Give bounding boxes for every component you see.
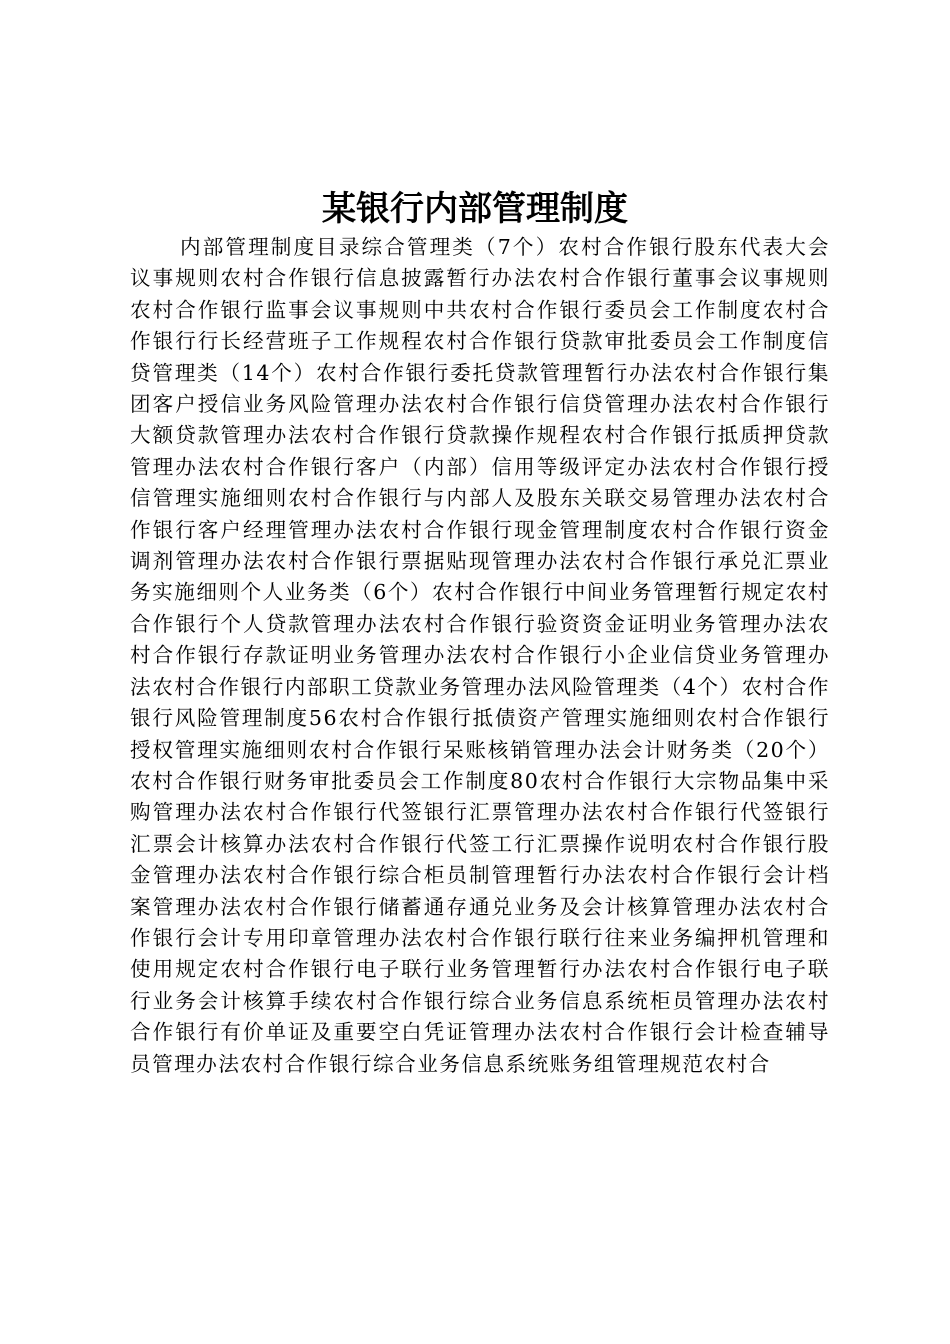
document-title: 某银行内部管理制度: [322, 189, 628, 229]
document-body: 内部管理制度目录综合管理类（7个）农村合作银行股东代表大会议事规则农村合作银行信息披露暂行办法农村合作银行董事会议事规则农村合作银行监事会议事规则中共农村合作银行委员会工作制度农村合作银行行长经营班子工作规程农村合作银行贷款审批委员会工作制度信贷管理类（14个）农村合作银行委托贷款管理暂行办法农村合作银行集团客户授信业务风险管理办法农村合作银行信贷管理办法农村合作银行大额贷款管理办法农村合作银行贷款操作规程农村合作银行抵质押贷款管理办法农村合作银行客户（内部）信用等级评定办法农村合作银行授信管理实施细则农村合作银行与内部人及股东关联交易管理办法农村合作银行客户经理管理办法农村合作银行现金管理制度农村合作银行资金调剂管理办法农村合作银行票据贴现管理办法农村合作银行承兑汇票业务实施细则个人业务类（6个）农村合作银行中间业务管理暂行规定农村合作银行个人贷款管理办法农村合作银行验资资金证明业务管理办法农村合作银行存款证明业务管理办法农村合作银行小企业信贷业务管理办法农村合作银行内部职工贷款业务管理办法风险管理类（4个）农村合作银行风险管理制度56农村合作银行抵债资产管理实施细则农村合作银行授权管理实施细则农村合作银行呆账核销管理办法会计财务类（20个）农村合作银行财务审批委员会工作制度80农村合作银行大宗物品集中采购管理办法农村合作银行代签银行汇票管理办法农村合作银行代签银行汇票会计核算办法农村合作银行代签工行汇票操作说明农村合作银行股金管理办法农村合作银行综合柜员制管理暂行办法农村合作银行会计档案管理办法农村合作银行储蓄通存通兑业务及会计核算管理办法农村合作银行会计专用印章管理办法农村合作银行联行往来业务编押机管理和使用规定农村合作银行电子联行业务管理暂行办法农村合作银行电子联行业务会计核算手续农村合作银行综合业务信息系统柜员管理办法农村合作银行有价单证及重要空白凭证管理办法农村合作银行会计检查辅导员管理办法农村合作银行综合业务信息系统账务组管理规范农村合: [130, 235, 830, 1076]
